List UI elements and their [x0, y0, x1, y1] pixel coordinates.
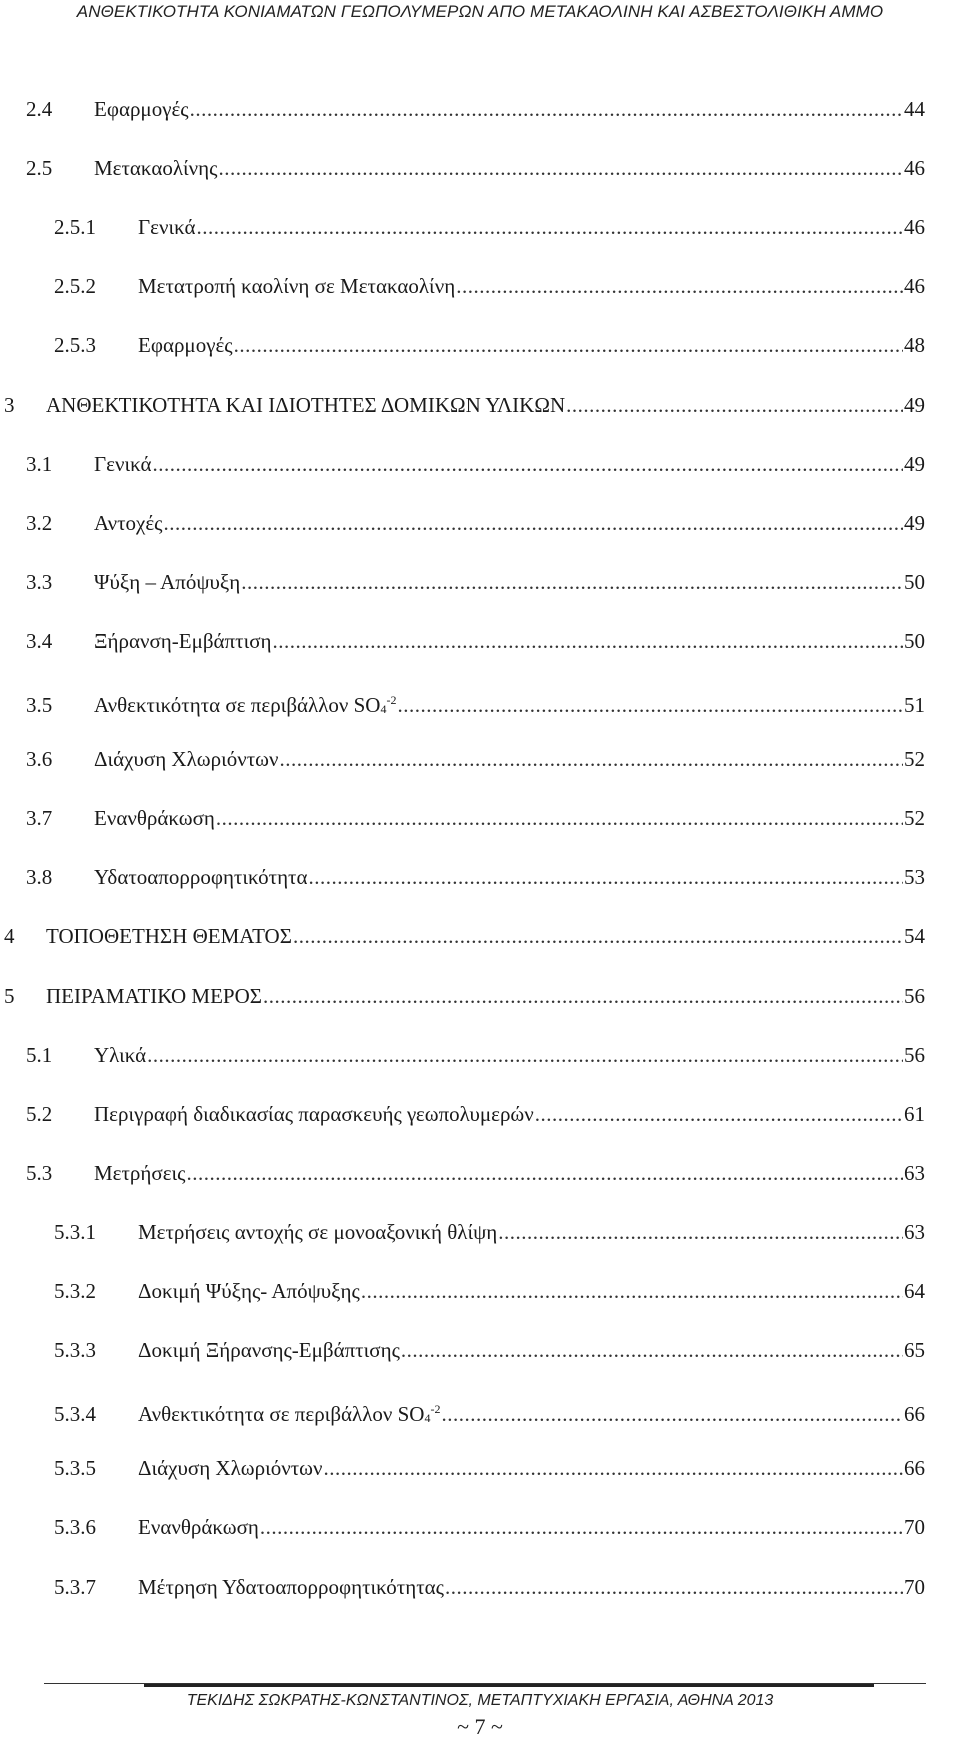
toc-entry-leader	[309, 863, 904, 891]
toc-entry-number: 5.3	[26, 1160, 53, 1185]
toc-entry-title	[138, 272, 455, 300]
toc-entry[interactable]	[54, 331, 925, 359]
toc-entry-leader	[361, 1277, 903, 1305]
toc-entry-title	[138, 1277, 360, 1305]
toc-entry[interactable]	[26, 450, 925, 478]
toc-entry[interactable]	[26, 568, 925, 596]
toc-entry-leader	[535, 1100, 903, 1128]
toc-entry-superscript: -2	[386, 693, 397, 707]
toc-entry-title	[46, 922, 292, 950]
toc-entry-title	[94, 745, 278, 773]
toc-entry-title-text: Ψύξη – Απόψυξη	[94, 569, 241, 594]
toc-entry-page: 52	[904, 806, 925, 831]
toc-entry[interactable]	[4, 391, 925, 419]
toc-entry-title	[138, 1454, 322, 1482]
toc-entry-title	[94, 1159, 186, 1187]
toc-entry-title-text: Ξήρανση-Εμβάπτιση	[94, 628, 272, 653]
toc-entry-title-text: Εφαρμογές	[138, 333, 233, 358]
toc-entry[interactable]	[26, 863, 925, 891]
toc-entry-number: 3.4	[26, 628, 53, 653]
toc-entry-leader	[164, 509, 904, 537]
toc-entry-title-text: Διάχυση Χλωριόντων	[138, 1456, 323, 1481]
toc-entry[interactable]	[4, 922, 925, 950]
toc-entry[interactable]	[26, 627, 925, 655]
toc-entry-number: 4	[4, 924, 15, 949]
toc-entry-title-text: ΑΝΘΕΚΤΙΚΟΤΗΤΑ ΚΑΙ ΙΔΙΟΤΗΤΕΣ ΔΟΜΙΚΩΝ ΥΛΙΚΩΝ	[46, 392, 566, 417]
toc-entry-leader	[498, 1218, 903, 1246]
toc-entry-title	[94, 154, 217, 182]
toc-entry-title	[94, 1100, 534, 1128]
toc-entry-title-text: Ενανθράκωση	[94, 806, 215, 831]
toc-entry-number: 3.5	[26, 693, 53, 717]
toc-entry-page: 54	[904, 924, 925, 949]
toc-entry-number: 2.4	[26, 97, 53, 121]
toc-entry-leader	[273, 627, 903, 655]
toc-entry-page: 64	[904, 1279, 925, 1303]
toc-entry-title-text: Ενανθράκωση	[138, 1515, 259, 1540]
toc-entry[interactable]	[26, 95, 925, 123]
toc-entry-title	[94, 627, 272, 655]
toc-entry-title	[138, 331, 233, 359]
toc-entry-title-text: Μετρήσεις αντοχής σε μονοαξονική θλίψη	[138, 1219, 498, 1244]
toc-entry-leader	[218, 154, 903, 182]
toc-entry-superscript: -2	[430, 1402, 441, 1417]
toc-entry-subscript: 4	[424, 1411, 431, 1426]
toc-entry[interactable]	[54, 1573, 925, 1601]
toc-entry-page: 50	[904, 569, 925, 594]
toc-entry-leader	[147, 1041, 903, 1069]
toc-entry-page: 46	[904, 156, 925, 181]
toc-entry-title	[138, 1218, 497, 1246]
toc-entry-title-text: Μέτρηση Υδατοαπορροφητικότητας	[138, 1574, 444, 1599]
toc-entry-leader	[263, 982, 903, 1010]
toc-entry-number: 2.5.2	[54, 274, 96, 299]
toc-entry-number: 5.3.4	[54, 1402, 96, 1427]
toc-entry-subscript: 4	[380, 702, 387, 716]
toc-entry-leader	[566, 391, 903, 419]
toc-entry-title-text: Υλικά	[94, 1042, 147, 1067]
toc-entry-title	[94, 686, 396, 723]
toc-entry-number: 5.3.2	[54, 1279, 96, 1303]
toc-entry-page: 65	[904, 1338, 925, 1363]
toc-entry-leader	[234, 331, 903, 359]
toc-entry-page: 61	[904, 1101, 925, 1126]
toc-entry-page: 49	[904, 510, 925, 535]
toc-entry-number: 5	[4, 983, 15, 1008]
toc-entry-number: 5.3.1	[54, 1219, 96, 1244]
toc-entry-page: 53	[904, 865, 925, 890]
toc-entry-page: 63	[904, 1219, 925, 1244]
toc-entry-page: 46	[904, 274, 925, 299]
toc-entry-title	[46, 391, 565, 419]
toc-entry[interactable]	[26, 686, 925, 723]
toc-entry-title	[94, 95, 189, 123]
toc-entry[interactable]	[54, 1395, 925, 1432]
toc-entry-title-text: Μετακαολίνης	[94, 156, 218, 181]
toc-entry-title	[94, 509, 163, 537]
toc-entry-leader	[187, 1159, 904, 1187]
toc-entry-title	[138, 1336, 400, 1364]
toc-entry-leader	[397, 691, 903, 719]
toc-entry-number: 3.8	[26, 865, 53, 890]
toc-entry[interactable]	[54, 1513, 925, 1541]
toc-entry-page: 48	[904, 333, 925, 358]
toc-entry[interactable]	[26, 1159, 925, 1187]
toc-entry[interactable]	[54, 213, 925, 241]
toc-entry[interactable]	[26, 1041, 925, 1069]
toc-entry-number: 3.1	[26, 451, 53, 476]
toc-entry[interactable]	[54, 272, 925, 300]
toc-entry-title	[46, 982, 262, 1010]
toc-entry-number: 2.5.1	[54, 215, 96, 240]
toc-entry-number: 5.3.3	[54, 1338, 96, 1363]
toc-entry-title-text: Μετατροπή καολίνη σε Μετακαολίνη	[138, 274, 456, 299]
toc-entry-leader	[216, 804, 903, 832]
toc-entry-leader	[279, 745, 903, 773]
footer-rule-thick	[144, 1684, 874, 1687]
toc-entry-page: 49	[904, 392, 925, 417]
toc-entry-title-text: Ανθεκτικότητα σε περιβάλλον SO	[94, 693, 381, 717]
toc-entry-title-text: Αντοχές	[94, 510, 163, 535]
toc-entry-number: 2.5.3	[54, 333, 96, 358]
toc-entry-number: 3.6	[26, 747, 53, 772]
toc-entry-leader	[401, 1336, 903, 1364]
toc-entry-leader	[441, 1400, 903, 1428]
toc-entry-title	[94, 1041, 146, 1069]
toc-entry-page: 70	[904, 1515, 925, 1540]
toc-entry-title-text: Περιγραφή διαδικασίας παρασκευής γεωπολυμερών	[94, 1101, 534, 1126]
toc-entry-page: 56	[904, 983, 925, 1008]
toc-entry-title-text: Διάχυση Χλωριόντων	[94, 747, 279, 772]
toc-entry-title-text: ΠΕΙΡΑΜΑΤΙΚΟ ΜΕΡΟΣ	[46, 983, 262, 1008]
toc-entry-page: 46	[904, 215, 925, 240]
toc-entry-page: 66	[904, 1456, 925, 1481]
toc-entry-title-text: Γενικά	[94, 451, 152, 476]
toc-entry-number: 3.3	[26, 569, 53, 594]
toc-entry-title	[138, 1513, 259, 1541]
toc-entry-page: 49	[904, 451, 925, 476]
toc-entry[interactable]	[26, 1100, 925, 1128]
toc-entry-title-text: Δοκιμή Ψύξης- Απόψυξης	[138, 1279, 360, 1303]
toc-entry[interactable]	[26, 509, 925, 537]
toc-entry-title-text: Δοκιμή Ξήρανσης-Εμβάπτισης	[138, 1338, 400, 1363]
page-number: ~ 7 ~	[457, 1714, 503, 1739]
toc-entry-number: 5.3.7	[54, 1574, 96, 1599]
toc-entry[interactable]	[54, 1336, 925, 1364]
toc-entry-title	[138, 1395, 440, 1432]
toc-entry-leader	[197, 213, 903, 241]
toc-entry-title-text: Ανθεκτικότητα σε περιβάλλον SO	[138, 1402, 425, 1427]
toc-entry-number: 3.2	[26, 510, 53, 535]
running-header: ΑΝΘΕΚΤΙΚΟΤΗΤΑ ΚΟΝΙΑΜΑΤΩΝ ΓΕΩΠΟΛΥΜΕΡΩΝ ΑΠΟ ΜΕΤΑΚΑΟΛΙΝΗ ΚΑΙ ΑΣΒΕΣΤΟΛΙΘΙΚΗ ΑΜΜΟ	[76, 2, 884, 21]
toc-entry-page: 52	[904, 747, 925, 772]
toc-entry-title-text: Μετρήσεις	[94, 1160, 186, 1185]
toc-entry[interactable]	[26, 804, 925, 832]
toc-entry[interactable]	[54, 1218, 925, 1246]
toc-entry-page: 70	[904, 1574, 925, 1599]
toc-entry-leader	[241, 568, 903, 596]
toc-entry[interactable]	[54, 1454, 925, 1482]
toc-entry-title-text: Γενικά	[138, 215, 196, 240]
toc-entry-number: 5.1	[26, 1042, 53, 1067]
toc-entry-title	[94, 804, 215, 832]
toc-entry-leader	[153, 450, 903, 478]
toc-entry-title	[138, 1573, 444, 1601]
toc-entry-page: 66	[904, 1402, 925, 1427]
toc-entry-leader	[260, 1513, 903, 1541]
toc-entry-number: 3.7	[26, 806, 53, 831]
toc-entry-number: 5.3.6	[54, 1515, 96, 1540]
toc-entry[interactable]	[26, 154, 925, 182]
toc-entry[interactable]	[54, 1277, 925, 1305]
toc-entry-number: 5.3.5	[54, 1456, 96, 1481]
toc-entry-title	[94, 863, 308, 891]
toc-entry[interactable]	[4, 982, 925, 1010]
toc-entry-number: 3	[4, 392, 15, 417]
toc-entry-number: 5.2	[26, 1101, 53, 1126]
toc-entry-page: 50	[904, 628, 925, 653]
toc-entry-leader	[190, 95, 903, 123]
toc-entry-title	[94, 568, 240, 596]
toc-entry-leader	[445, 1573, 903, 1601]
toc-entry-title	[94, 450, 152, 478]
toc-entry-leader	[293, 922, 903, 950]
toc-entry-title-text: ΤΟΠΟΘΕΤΗΣΗ ΘΕΜΑΤΟΣ	[46, 924, 292, 949]
toc-entry[interactable]	[26, 745, 925, 773]
toc-entry-page: 44	[904, 97, 925, 121]
toc-entry-leader	[323, 1454, 903, 1482]
toc-entry-title-text: Υδατοαπορροφητικότητα	[94, 865, 308, 890]
footer-text: ΤΕΚΙΔΗΣ ΣΩΚΡΑΤΗΣ-ΚΩΝΣΤΑΝΤΙΝΟΣ, ΜΕΤΑΠΤΥΧΙΑΚΗ ΕΡΓΑΣΙΑ, ΑΘΗΝΑ 2013	[186, 1692, 774, 1709]
toc-entry-page: 56	[904, 1042, 925, 1067]
toc-entry-title-text: Εφαρμογές	[94, 97, 189, 121]
toc-entry-page: 63	[904, 1160, 925, 1185]
toc-entry-title	[138, 213, 196, 241]
toc-entry-number: 2.5	[26, 156, 53, 181]
toc-entry-page: 51	[904, 693, 925, 717]
toc-entry-leader	[456, 272, 903, 300]
